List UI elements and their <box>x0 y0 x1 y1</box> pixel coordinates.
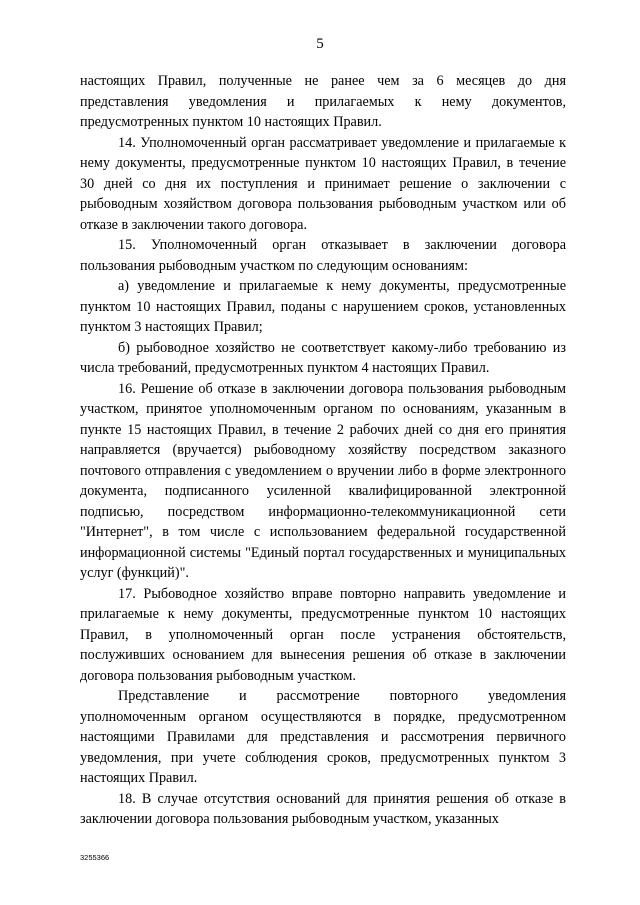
paragraph-continuation: настоящих Правил, полученные не ранее чем за 6 месяцев до дня представления уведомления и прилагаемых к нему документов, предусмотренных пунктом 10 настоящих Правил. <box>80 73 566 130</box>
paragraph-14: 14. Уполномоченный орган рассматривает уведомление и прилагаемые к нему документы, предусмотренные пунктом 10 настоящих Правил, в течение 30 дней со дня их поступления и принимает решение о заключении с рыбоводным хозяйством договора пользования рыбоводным участком или об отказе в заключении такого договора. <box>80 134 566 233</box>
paragraph-16: 16. Решение об отказе в заключении договора пользования рыбоводным участком, принятое уполномоченным органом по основаниям, указанным в пункте 15 настоящих Правил, в течение 2 рабочих дней со дня его принятия направляется (вручается) рыбоводному хозяйству посредством заказного почтового отправления с уведомлением о вручении либо в форме электронного документа, подписанного усиленной квалифицированной электронной подписью, посредством информационно-телекоммуникационной сети "Интернет", в том числе с использованием федеральной государственной информационной системы "Единый портал государственных и муниципальных услуг (функций)". <box>80 380 566 581</box>
paragraph-15-b: б) рыбоводное хозяйство не соответствует какому-либо требованию из числа требований, предусмотренных пунктом 4 настоящих Правил. <box>80 339 566 376</box>
page-number: 5 <box>316 36 324 52</box>
paragraph-18: 18. В случае отсутствия оснований для принятия решения об отказе в заключении договора пользования рыбоводным участком, указанных <box>80 790 566 827</box>
document-code: 3255366 <box>80 853 110 862</box>
paragraph-17-second: Представление и рассмотрение повторного уведомления уполномоченным органом осуществляются в порядке, предусмотренном настоящими Правилами для представления и рассмотрения первичного уведомления, при учете соблюдения сроков, предусмотренных пунктом 3 настоящих Правил. <box>80 688 566 786</box>
paragraph-15-a: а) уведомление и прилагаемые к нему документы, предусмотренные пунктом 10 настоящих Правил, поданы с нарушением сроков, установленных пунктом 3 настоящих Правил; <box>80 278 566 335</box>
document-body <box>80 71 566 830</box>
paragraph-15: 15. Уполномоченный орган отказывает в заключении договора пользования рыбоводным участком по следующим основаниям: <box>80 237 566 274</box>
paragraph-17: 17. Рыбоводное хозяйство вправе повторно направить уведомление и прилагаемые к нему документы, предусмотренные пунктом 10 настоящих Правил, в уполномоченный орган после устранения обстоятельств, послуживших основанием для вынесения решения об отказе в заключении договора пользования рыбоводным участком. <box>80 585 566 684</box>
